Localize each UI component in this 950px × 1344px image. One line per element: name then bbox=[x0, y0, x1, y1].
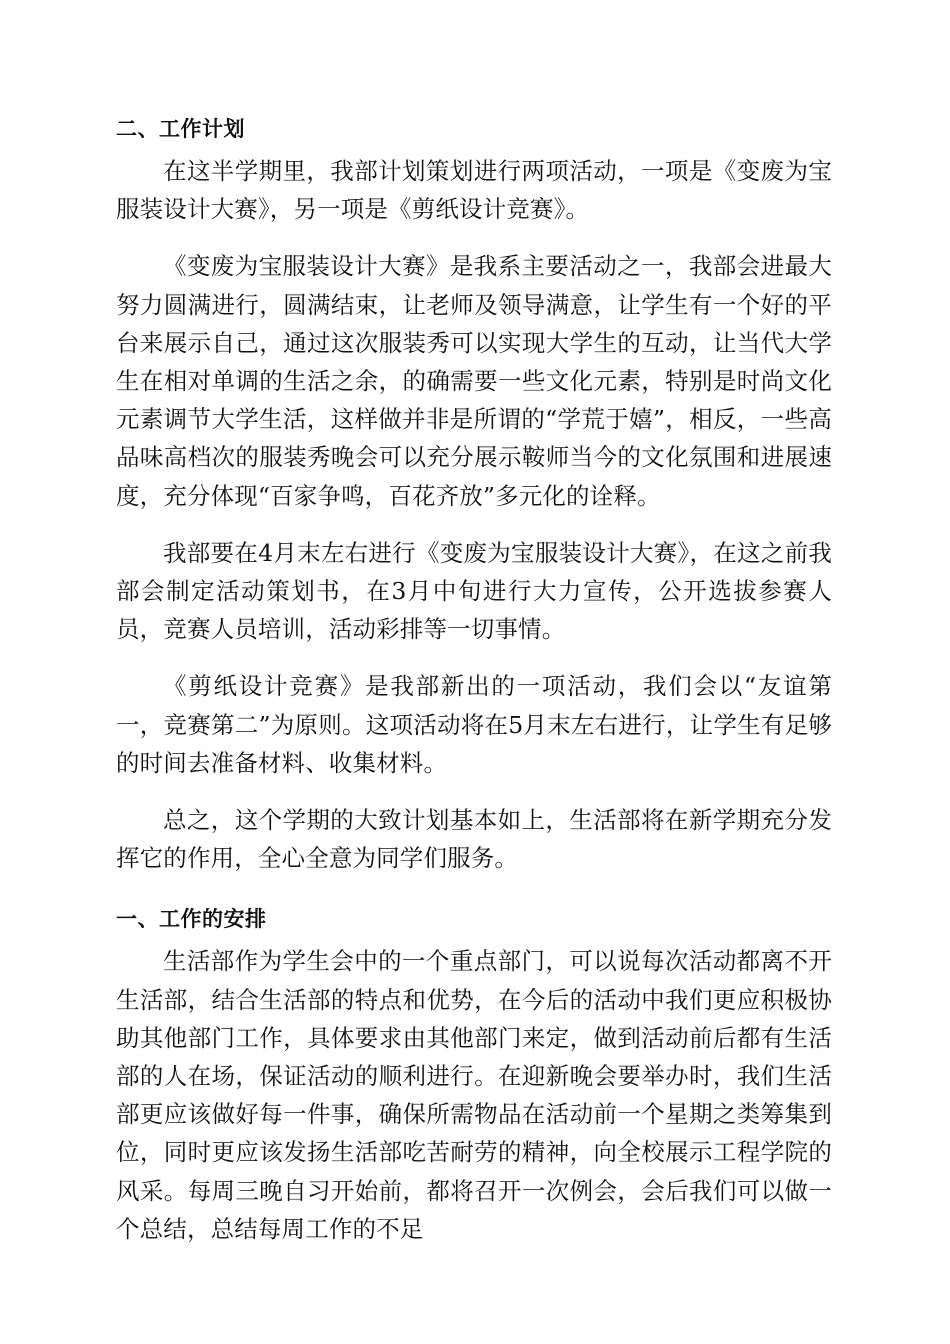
paragraph: 在这半学期里，我部计划策划进行两项活动，一项是《变废为宝服装设计大赛》，另一项是《剪纸设计竞赛》。 bbox=[116, 157, 832, 224]
section-heading-work-plan: 二、工作计划 bbox=[116, 117, 245, 141]
paragraph: 我部要在4月末左右进行《变废为宝服装设计大赛》，在这之前我部会制定活动策划书，在3月中旬进行大力宣传，公开选拔参赛人员，竞赛人员培训，活动彩排等一切事情。 bbox=[116, 538, 832, 644]
paragraph: 《变废为宝服装设计大赛》是我系主要活动之一，我部会进最大努力圆满进行，圆满结束，让老师及领导满意，让学生有一个好的平台来展示自己，通过这次服装秀可以实现大学生的互动，让当代大学生在相对单调的生活之余，的确需要一些文化元素，特别是时尚文化元素调节大学生活，这样做并非是所谓的“学荒于嬉”，相反，一些高品味高档次的服装秀晚会可以充分展示鞍师当今的文化氛围和进展速度，充分体现“百家争鸣，百花齐放”多元化的诠释。 bbox=[116, 252, 832, 510]
paragraph: 总之，这个学期的大致计划基本如上，生活部将在新学期充分发挥它的作用，全心全意为同学们服务。 bbox=[116, 806, 832, 873]
document-page bbox=[116, 106, 832, 1267]
paragraph: 生活部作为学生会中的一个重点部门，可以说每次活动都离不开生活部，结合生活部的特点和优势，在今后的活动中我们更应积极协助其他部门工作，具体要求由其他部门来定，做到活动前后都有生活部的人在场，保证活动的顺利进行。在迎新晚会要举办时，我们生活部更应该做好每一件事，确保所需物品在活动前一个星期之类筹集到位，同时更应该发扬生活部吃苦耐劳的精神，向全校展示工程学院的风采。每周三晚自习开始前，都将召开一次例会，会后我们可以做一个总结，总结每周工作的不足 bbox=[116, 947, 832, 1243]
paragraph: 《剪纸设计竞赛》是我部新出的一项活动，我们会以“友谊第一，竞赛第二”为原则。这项活动将在5月末左右进行，让学生有足够的时间去准备材料、收集材料。 bbox=[116, 672, 832, 777]
section-heading-work-arrangement: 一、工作的安排 bbox=[116, 907, 267, 932]
